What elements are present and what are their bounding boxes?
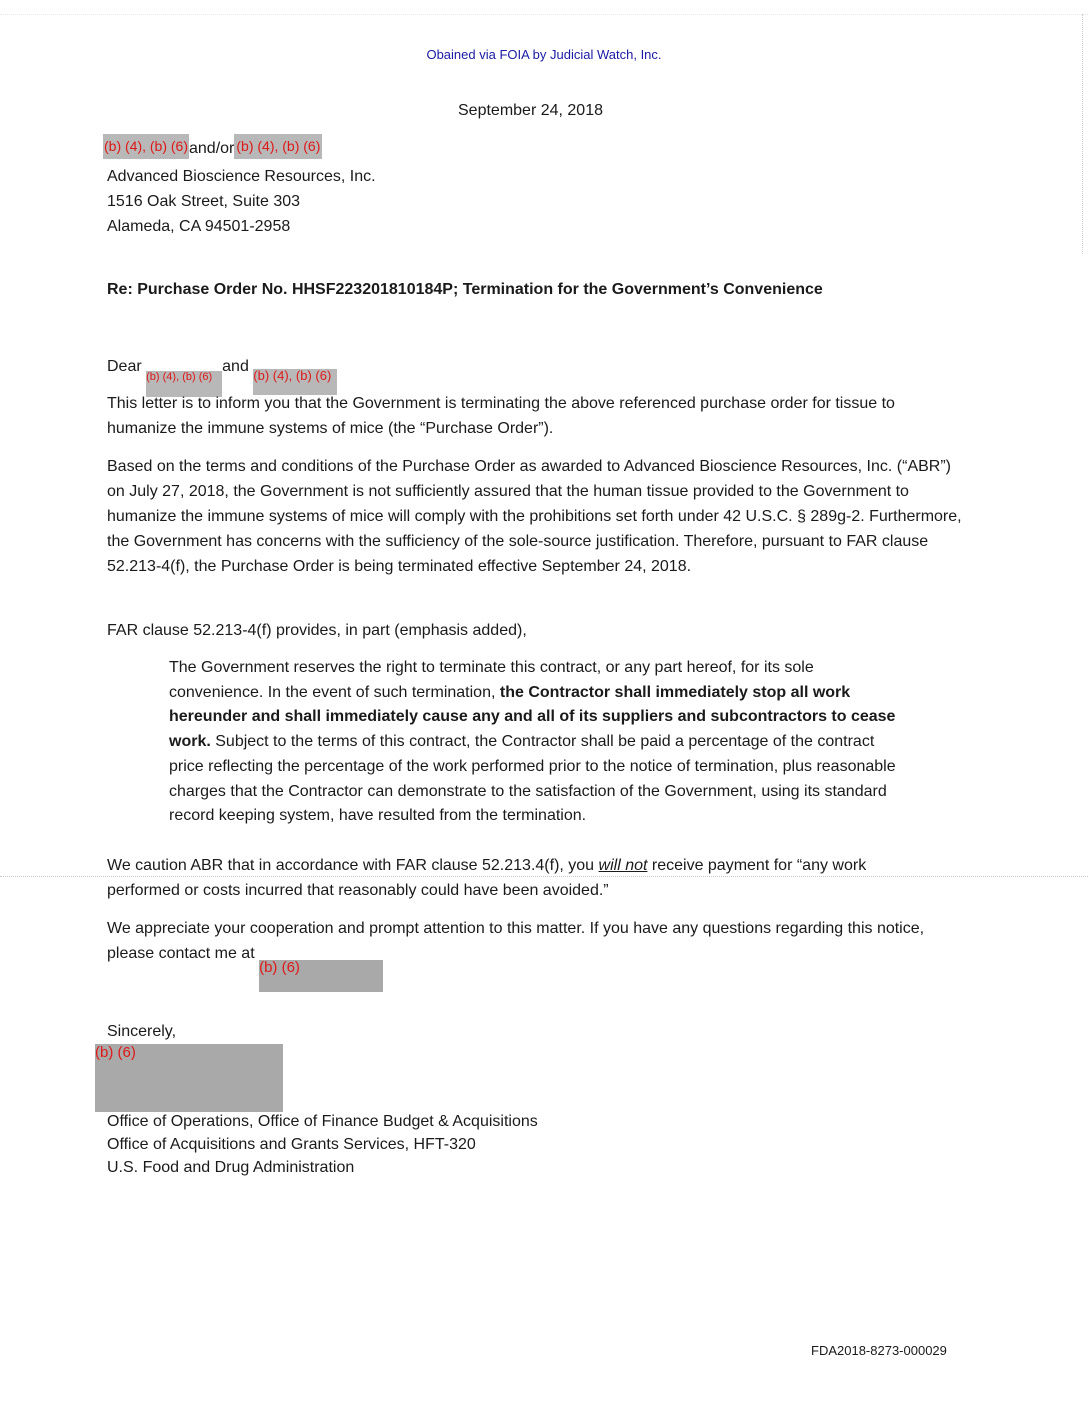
paragraph-basis: Based on the terms and conditions of the Purchase Order as awarded to Advanced Bioscience Resources, Inc. (“ABR”) on July 27, 2018, the Government is not sufficiently assured that the human tissue provided to the Government to humanize the immune systems of mice will comply with the prohibitions set forth under 42 U.S.C. § 289g-2. Furthermore, the Government has concerns with the sufficiency of the sole-source justification. Therefore, pursuant to FAR clause 52.213-4(f), the Purchase Order is being terminated effective September 24, 2018. [107, 458, 962, 575]
quote-text-2: Subject to the terms of this contract, the Contractor shall be paid a percentage of the contract price reflecting the percentage of the work performed prior to the notice of termination, plus reasonable charges that the Contractor can demonstrate to the satisfaction of the Government, using its standard record keeping system, have resulted from the termination. [169, 733, 896, 825]
bates-number: FDA2018-8273-000029 [811, 1343, 947, 1358]
redaction-contact: (b) (6) [259, 960, 383, 992]
caution-text-2: receive payment for “any work performed or costs incurred that reasonably could have been avoided.” [107, 857, 867, 899]
addressee-city: Alameda, CA 94501-2958 [107, 218, 291, 235]
addressee-names [103, 136, 322, 161]
redaction-signature: (b) (6) [95, 1044, 283, 1112]
redaction-addressee-2: (b) (4), (b) (6) [234, 134, 322, 159]
redaction-salutation-1: (b) (4), (b) (6) [146, 371, 222, 397]
paragraph-far-clause: FAR clause 52.213-4(f) provides, in part (emphasis added), [107, 622, 527, 639]
paragraph-caution [107, 853, 937, 903]
closing-sincerely: Sincerely, [107, 1023, 177, 1040]
foia-watermark: Obained via FOIA by Judicial Watch, Inc. [426, 47, 662, 62]
office-line-3: U.S. Food and Drug Administration [107, 1159, 355, 1176]
block-quote-far [169, 656, 909, 829]
redaction-addressee-1: (b) (4), (b) (6) [103, 134, 189, 159]
addressee-company: Advanced Bioscience Resources, Inc. [107, 168, 376, 185]
salutation-dear: Dear [107, 358, 142, 375]
redaction-salutation-2: (b) (4), (b) (6) [253, 369, 337, 395]
quote-text-1: The Government reserves the right to terminate this contract, or any part hereof, for its sole convenience. In the event of such termination, [169, 659, 814, 701]
contact-text: We appreciate your cooperation and prompt attention to this matter. If you have any questions regarding this notice, please contact me at [107, 920, 925, 962]
quote-emphasis: the Contractor shall immediately stop all work hereunder and shall immediately cause any and all of its suppliers and subcontractors to cease work. [169, 683, 896, 751]
addressee-connector: and/or [189, 140, 235, 157]
subject-line: Re: Purchase Order No. HHSF223201810184P; Termination for the Government’s Convenience [107, 281, 823, 298]
letter-date: September 24, 2018 [458, 102, 603, 119]
paragraph-intro: This letter is to inform you that the Government is terminating the above referenced purchase order for tissue to humanize the immune systems of mice (the “Purchase Order”). [107, 395, 895, 437]
caution-emphasis: will not [598, 857, 648, 874]
scan-artifact-top [0, 0, 1088, 15]
office-line-1: Office of Operations, Office of Finance Budget & Acquisitions [107, 1113, 538, 1130]
addressee-street: 1516 Oak Street, Suite 303 [107, 193, 301, 210]
office-line-2: Office of Acquisitions and Grants Services, HFT-320 [107, 1136, 476, 1153]
salutation-and: and [222, 358, 249, 375]
caution-text-1: We caution ABR that in accordance with FAR clause 52.213.4(f), you [107, 857, 599, 874]
paragraph-contact [107, 916, 967, 992]
